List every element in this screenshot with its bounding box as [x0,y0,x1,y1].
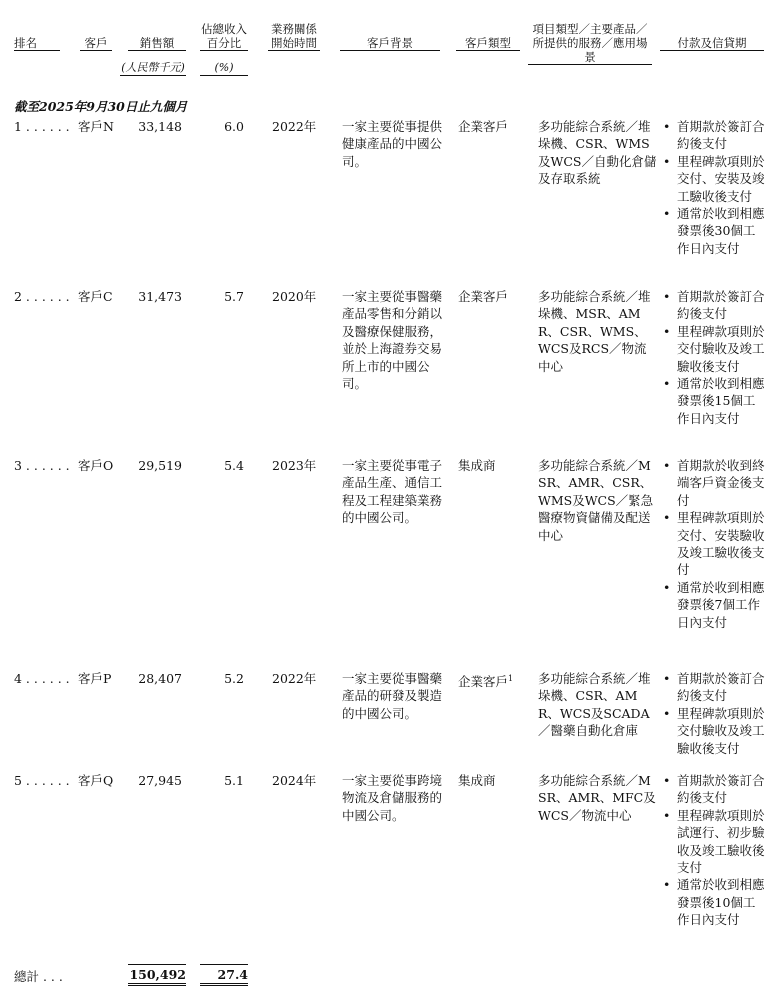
header-background: 客戶背景 [340,36,440,51]
row-project: 多功能綜合系統／堆垛機、CSR、WMS及WCS／自動化倉儲及存取系統 [538,119,657,187]
row-rank: 5 . . . . . . [14,773,70,788]
payment-item: • 里程碑款項則於試運行、初步驗收及竣工驗收後支付 [662,807,766,877]
header-share-line2: 百分比 [200,36,248,51]
header-start-line2: 開始時間 [268,36,320,51]
row-background: 一家主要從事醫藥產品的研發及製造的中國公司。 [342,671,443,721]
row-background: 一家主要從事提供健康產品的中國公司。 [342,119,443,169]
payment-item: • 里程碑款項則於交付驗收及竣工驗收後支付 [662,323,766,375]
row-project: 多功能綜合系統／MSR、AMR、MFC及WCS／物流中心 [538,773,656,823]
row-rank: 1 . . . . . . [14,119,70,134]
row-client: 客戶P [78,671,112,686]
row-payment-list [662,118,766,257]
header-payment: 付款及信貸期 [660,36,764,51]
header-share-line1: 佔總收入 [201,22,247,36]
row-payment-list [662,670,766,757]
row-start: 2020年 [272,289,317,304]
payment-item: • 首期款於簽訂合約後支付 [662,288,766,323]
row-type: 企業客戶 [458,289,509,304]
row-background: 一家主要從事醫藥產品零售和分銷以及醫療保健服務，並於上海證券交易所上市的中國公司。 [342,289,443,392]
row-client: 客戶Q [78,773,114,788]
sales-unit: (人民幣千元) [121,61,185,74]
payment-item: • 首期款於收到終端客戶資金後支付 [662,457,766,509]
row-share: 5.4 [224,458,244,473]
total-share: 27.4 [200,966,248,986]
row-background: 一家主要從事電子產品生產、通信工程及工程建築業務的中國公司。 [342,458,443,526]
payment-item: • 通常於收到相應發票後10個工作日內支付 [662,876,766,928]
row-start: 2023年 [272,458,317,473]
header-project-line1: 項目類型／主要產品／ [532,22,648,36]
header-start-line1: 業務關係 [271,22,317,36]
payment-item: • 首期款於簽訂合約後支付 [662,118,766,153]
payment-item: • 通常於收到相應發票後7個工作日內支付 [662,579,766,631]
row-project: 多功能綜合系統／MSR、AMR、CSR、WMS及WCS／緊急醫療物資儲備及配送中心 [538,458,654,543]
row-rank: 4 . . . . . . [14,671,70,686]
section-title: 截至2025年9月30日止九個月 [14,99,188,114]
payment-item: • 通常於收到相應發票後15個工作日內支付 [662,375,766,427]
row-payment-list [662,457,766,631]
total-label: 總計 . . . [14,969,63,984]
row-client: 客戶O [78,458,114,473]
row-sales: 28,407 [138,671,182,686]
row-type: 集成商 [458,458,496,473]
row-sales: 33,148 [138,119,182,134]
row-type-text: 企業客戶 [458,674,509,690]
row-background: 一家主要從事跨境物流及倉儲服務的中國公司。 [342,773,443,823]
payment-item: • 首期款於簽訂合約後支付 [662,670,766,705]
row-project: 多功能綜合系統／堆垛機、CSR、AMR、WCS及SCADA／醫藥自動化倉庫 [538,671,651,739]
header-type: 客戶類型 [456,36,520,51]
row-sales: 29,519 [138,458,182,473]
row-start: 2022年 [272,671,317,686]
total-sales-top-rule [128,964,186,965]
row-sales: 31,473 [138,289,182,304]
row-share: 5.1 [224,773,244,788]
share-unit: (%) [200,61,248,76]
row-type: 集成商 [458,773,496,788]
row-rank: 2 . . . . . . [14,289,70,304]
row-share: 6.0 [224,119,244,134]
header-sales: 銷售額 [128,36,186,51]
row-project: 多功能綜合系統／堆垛機、MSR、AMR、CSR、WMS、WCS及RCS／物流中心 [538,289,651,374]
row-client: 客戶N [78,119,114,134]
payment-item: • 里程碑款項則於交付驗收及竣工驗收後支付 [662,705,766,757]
total-share-top-rule [200,964,248,965]
row-client: 客戶C [78,289,113,304]
row-payment-list [662,772,766,929]
header-project-line2: 所提供的服務／應用場景 [528,36,652,65]
row-payment-list [662,288,766,427]
footnote-marker: 1 [508,674,514,683]
row-sales: 27,945 [138,773,182,788]
row-rank: 3 . . . . . . [14,458,70,473]
payment-item: • 里程碑款項則於交付、安裝驗收及竣工驗收後支付 [662,509,766,579]
row-share: 5.2 [224,671,244,686]
payment-item: • 首期款於簽訂合約後支付 [662,772,766,807]
row-start: 2022年 [272,119,317,134]
payment-item: • 里程碑款項則於交付、安裝及竣工驗收後支付 [662,153,766,205]
payment-item: • 通常於收到相應發票後30個工作日內支付 [662,205,766,257]
total-sales: 150,492 [128,966,186,986]
header-rank: 排名 [14,36,60,51]
row-share: 5.7 [224,289,244,304]
row-type [458,670,528,691]
header-client: 客戶 [80,36,112,51]
row-type: 企業客戶 [458,119,509,134]
row-start: 2024年 [272,773,317,788]
